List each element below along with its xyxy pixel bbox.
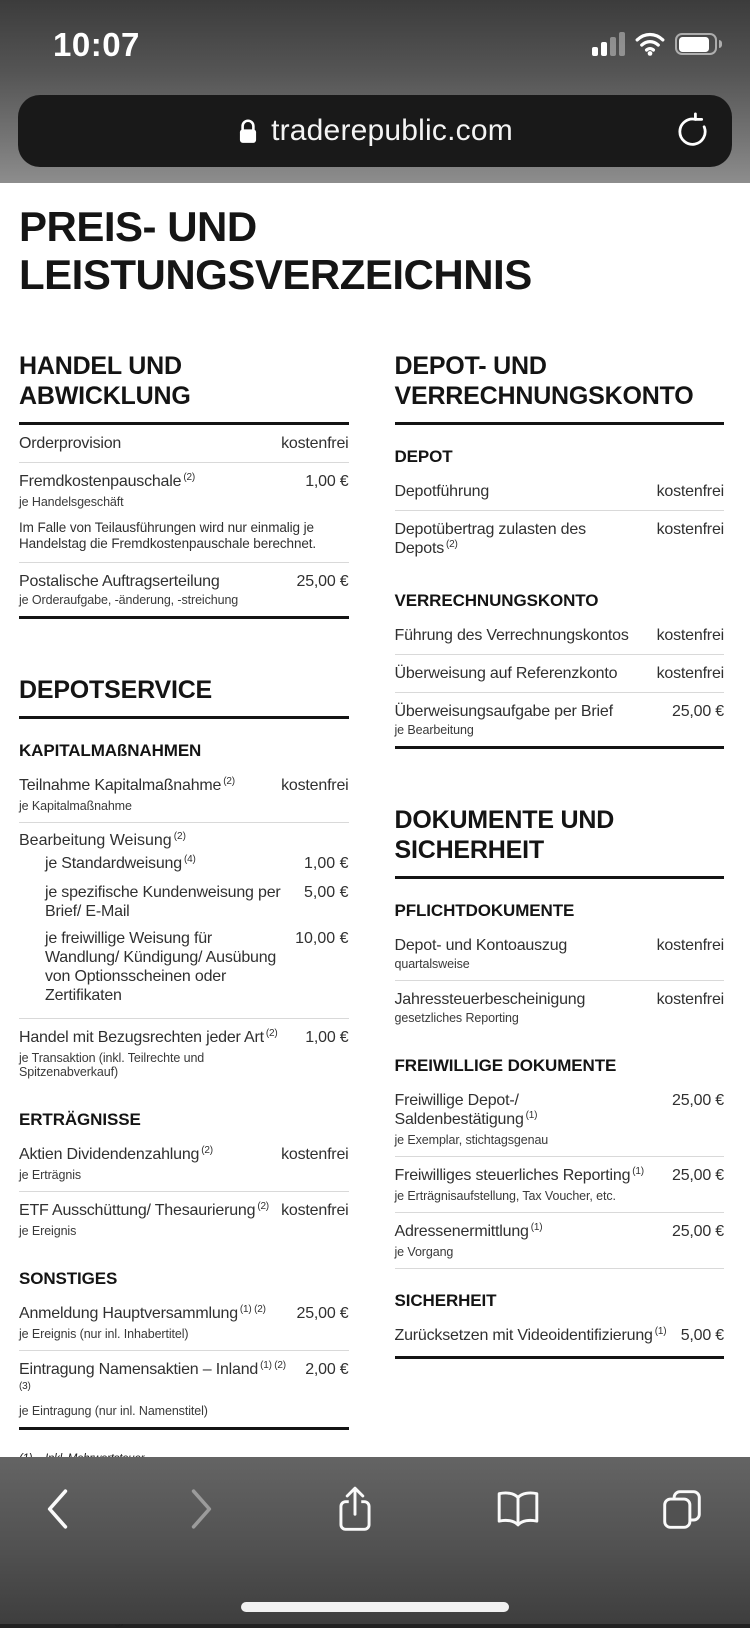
fee-label: Fremdkostenpauschale <box>19 473 182 490</box>
fee-subrow-kundenweisung <box>19 879 349 925</box>
fee-value: kostenfrei <box>656 483 724 500</box>
fee-row-kontoauszug <box>395 927 725 980</box>
fee-row-postalische-auftragserteilung <box>19 563 349 616</box>
fee-subrow-freiwillige-weisung <box>19 925 349 1009</box>
section-depot-und-verrechnungskonto <box>395 351 725 749</box>
fee-value: kostenfrei <box>656 521 724 538</box>
fee-row-steuerliches-reporting <box>395 1157 725 1212</box>
fee-label: Teilnahme Kapitalmaßnahme <box>19 777 222 794</box>
fee-value: 25,00 € <box>672 703 724 720</box>
fee-value: 1,00 € <box>305 473 349 490</box>
footnote-ref: (2) <box>173 831 186 842</box>
fee-sublabel: je Bearbeitung <box>394 723 474 737</box>
bookmarks-book-icon <box>495 1490 541 1528</box>
fee-row-fremdkostenpauschale <box>19 463 349 518</box>
tabs-button[interactable] <box>660 1487 704 1531</box>
fee-row-etf-ausschuettung <box>19 1192 349 1247</box>
fee-sublabel: gesetzliches Reporting <box>394 1011 519 1025</box>
fee-row-namensaktien <box>19 1351 349 1427</box>
fee-label: je Standardweisung <box>45 855 182 872</box>
fee-subrow-standardweisung <box>19 850 349 879</box>
back-chevron-icon <box>44 1488 70 1530</box>
footnote-ref: (4) <box>183 854 196 865</box>
left-column <box>19 351 349 1430</box>
fee-label: Führung des Verrechnungskontos <box>394 627 629 644</box>
footnote-ref: (2) <box>201 1145 213 1156</box>
web-page-document <box>0 183 750 1457</box>
fee-sublabel: je Transaktion (inkl. Teilrechte und Spitzenabverkauf) <box>19 1051 205 1079</box>
footnote-ref: (1) (2) <box>239 1304 266 1315</box>
section-handel-und-abwicklung <box>19 351 349 619</box>
share-icon <box>334 1484 376 1534</box>
fee-label: Freiwillige Depot-/ Saldenbestätigung <box>394 1092 524 1128</box>
group-header-kapitalmassnahmen: KAPITALMAßNAHMEN <box>19 741 202 760</box>
fee-value: kostenfrei <box>656 627 724 644</box>
status-icons <box>592 30 717 56</box>
fee-value: 25,00 € <box>672 1167 724 1184</box>
section-title: DOKUMENTE UND SICHERHEIT <box>395 805 725 879</box>
browser-top-chrome <box>0 0 750 183</box>
fee-sublabel: je Eintragung (nur inl. Namenstitel) <box>19 1404 208 1418</box>
fee-note: Im Falle von Teilausführungen wird nur einmalig je Handelstag die Fremdkostenpauschale berechnet. <box>19 520 317 551</box>
fee-value: kostenfrei <box>281 1146 349 1163</box>
fee-sublabel: je Erträgnis <box>19 1168 82 1182</box>
fee-row-teilnahme-kapitalmassnahme <box>19 767 349 822</box>
fee-subrows <box>19 850 349 1018</box>
status-time: 10:07 <box>53 26 140 63</box>
fee-row-depotfuehrung <box>395 473 725 510</box>
fee-label: je freiwillige Weisung für Wandlung/ Kündigung/ Ausübung von Optionsscheinen oder Zertifikaten <box>45 930 277 1004</box>
fee-sublabel: je Exemplar, stichtagsgenau <box>394 1133 549 1147</box>
fee-row-depotuebertrag <box>395 511 725 569</box>
fee-sublabel: je Ereignis (nur inl. Inhabertitel) <box>19 1327 189 1341</box>
right-column <box>395 351 725 1430</box>
fee-sublabel: je Orderaufgabe, -änderung, -streichung <box>19 593 239 607</box>
fee-value: 1,00 € <box>305 1029 349 1046</box>
section-title: DEPOT- UND VERRECHNUNGSKONTO <box>395 351 725 425</box>
fee-label: Anmeldung Hauptversammlung <box>19 1305 238 1322</box>
group-header-sonstiges: SONSTIGES <box>19 1269 118 1288</box>
fee-sublabel: quartalsweise <box>394 957 470 971</box>
fee-value: kostenfrei <box>656 991 724 1008</box>
fee-value: 2,00 € <box>305 1361 349 1378</box>
two-column-layout <box>19 351 724 1430</box>
fee-label: Depotführung <box>394 483 490 500</box>
fee-value: 5,00 € <box>680 1327 724 1344</box>
fee-value: 25,00 € <box>672 1092 724 1109</box>
fee-row-ueberweisung-referenzkonto <box>395 655 725 692</box>
browser-bottom-toolbar <box>0 1457 750 1624</box>
footnote-ref: (2) <box>257 1201 269 1212</box>
fee-row-saldenbestaetigung <box>395 1082 725 1156</box>
fee-label: Postalische Auftragserteilung <box>19 573 220 590</box>
fee-label: Orderprovision <box>19 435 122 452</box>
fee-label: ETF Ausschüttung/ Thesaurierung <box>19 1202 256 1219</box>
footnote-ref: (1) <box>632 1166 644 1177</box>
section-dokumente-und-sicherheit <box>395 805 725 1359</box>
divider <box>395 1268 725 1269</box>
footnote-ref: (2) <box>446 539 458 550</box>
section-title: DEPOTSERVICE <box>19 675 349 719</box>
page-title: PREIS- UND LEISTUNGSVERZEICHNIS <box>19 203 532 298</box>
fee-sublabel: je Ereignis <box>19 1224 77 1238</box>
footnote-ref: (1) <box>525 1110 538 1121</box>
share-button[interactable] <box>334 1484 376 1534</box>
fee-label: Überweisung auf Referenzkonto <box>394 665 618 682</box>
fee-row-hauptversammlung <box>19 1295 349 1350</box>
fee-row-bezugsrechte <box>19 1019 349 1088</box>
forward-button[interactable] <box>189 1488 215 1530</box>
address-bar-url: traderepublic.com <box>271 114 513 147</box>
fee-label: Adressenermittlung <box>394 1223 529 1240</box>
fee-value: 25,00 € <box>672 1223 724 1240</box>
fee-row-zuruecksetzen-videoident <box>395 1317 725 1356</box>
group-header-pflichtdokumente: PFLICHTDOKUMENTE <box>394 901 575 920</box>
fee-value: kostenfrei <box>656 937 724 954</box>
fee-label: Handel mit Bezugsrechten jeder Art <box>19 1029 264 1046</box>
fee-group-bearbeitung-weisung <box>19 823 349 850</box>
footnote-ref: (2) <box>183 472 195 483</box>
fee-row-fuehrung-verrechnungskonto <box>395 617 725 654</box>
fee-value: kostenfrei <box>281 1202 349 1219</box>
group-header-verrechnungskonto: VERRECHNUNGSKONTO <box>394 591 599 610</box>
group-header-depot: DEPOT <box>394 447 453 466</box>
group-header-ertraegnisse: ERTRÄGNISSE <box>19 1110 141 1129</box>
battery-icon <box>675 33 717 55</box>
fee-sublabel: je Handelsgeschäft <box>19 495 124 509</box>
back-button[interactable] <box>44 1488 70 1530</box>
section-title: HANDEL UND ABWICKLUNG <box>19 351 349 425</box>
fee-label: Zurücksetzen mit Videoidentifizierung <box>394 1327 653 1344</box>
tabs-icon <box>660 1487 704 1531</box>
bookmarks-button[interactable] <box>495 1490 541 1528</box>
group-header-freiwillige-dokumente: FREIWILLIGE DOKUMENTE <box>394 1056 617 1075</box>
toolbar-buttons <box>0 1457 750 1535</box>
fee-label: je spezifische Kundenweisung per Brief/ E-Mail <box>45 884 281 920</box>
address-bar[interactable] <box>18 95 732 167</box>
fee-value: 10,00 € <box>295 930 349 947</box>
fee-value: kostenfrei <box>281 777 349 794</box>
fee-row-adressenermittlung <box>395 1213 725 1268</box>
cellular-signal-icon <box>592 32 625 56</box>
wifi-icon <box>635 32 665 56</box>
fee-label: Depot- und Kontoauszug <box>394 937 568 954</box>
fee-label: Jahressteuerbescheinigung <box>394 991 586 1008</box>
fee-label: Freiwilliges steuerliches Reporting <box>394 1167 631 1184</box>
fee-sublabel: je Kapitalmaßnahme <box>19 799 132 813</box>
fee-sublabel: je Vorgang <box>394 1245 454 1259</box>
lock-icon <box>237 117 259 145</box>
fee-label: Bearbeitung Weisung <box>19 832 172 849</box>
status-bar <box>0 24 750 64</box>
fee-label: Aktien Dividendenzahlung <box>19 1146 200 1163</box>
fee-value: 1,00 € <box>304 855 349 872</box>
fee-row-jahressteuerbescheinigung <box>395 981 725 1034</box>
reload-button[interactable] <box>672 112 710 150</box>
footnote-ref: (1) <box>530 1222 543 1233</box>
fee-value: kostenfrei <box>656 665 724 682</box>
home-indicator-bar[interactable] <box>241 1602 509 1612</box>
fee-label: Überweisungsaufgabe per Brief <box>394 703 613 720</box>
footnote-ref: (2) <box>265 1028 278 1039</box>
footnote-ref: (1) <box>654 1326 667 1337</box>
footnote-ref: (2) <box>223 776 235 787</box>
fee-row-ueberweisungsaufgabe-brief <box>395 693 725 746</box>
fee-value: kostenfrei <box>281 435 349 452</box>
fee-value: 5,00 € <box>304 884 349 901</box>
fee-row-orderprovision <box>19 425 349 462</box>
fee-row-dividendenzahlung <box>19 1136 349 1191</box>
fee-value: 25,00 € <box>296 1305 349 1322</box>
fee-sublabel: je Erträgnisaufstellung, Tax Voucher, etc. <box>394 1189 616 1203</box>
forward-chevron-icon <box>189 1488 215 1530</box>
fee-value: 25,00 € <box>296 573 349 590</box>
fee-label: Eintragung Namensaktien – Inland <box>19 1361 259 1378</box>
section-depotservice <box>19 675 349 1430</box>
group-header-sicherheit: SICHERHEIT <box>394 1291 497 1310</box>
fee-label: Depotübertrag zulasten des Depots <box>394 521 586 557</box>
footnote-ref: (1) (2) (3) <box>19 1360 286 1392</box>
